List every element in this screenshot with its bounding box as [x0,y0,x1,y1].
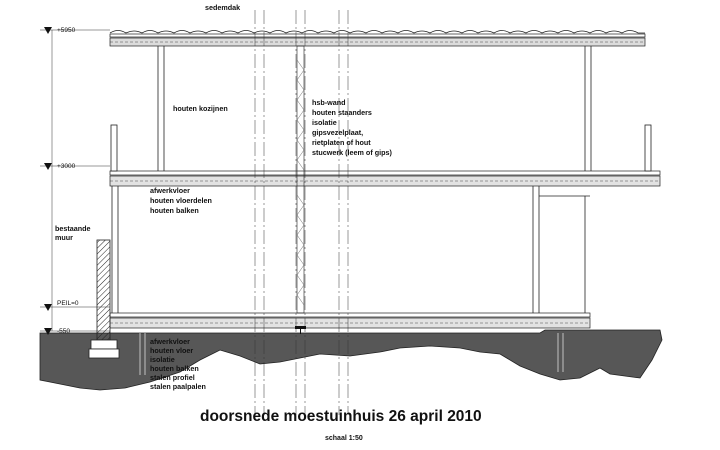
label-roof: sedemdak [205,3,241,12]
level-mid: +3000 [57,163,76,170]
wall-build-up-line: stucwerk (leem of gips) [312,148,392,157]
wall-build-up-line: hsb-wand [312,98,346,107]
wall-build-up-line: gipsvezelplaat, [312,128,364,137]
level-markers [44,27,52,335]
first-floor-slab [110,171,660,186]
drawing-title: doorsnede moestuinhuis 26 april 2010 [200,408,482,425]
level-foundation: -550 [57,328,71,335]
existing-wall [89,240,119,358]
wall-build-up-line: houten staanders [312,108,372,117]
ground-floor-line: afwerkvloer [150,337,190,346]
ground-mass [40,330,662,390]
ground-floor-line: isolatie [150,355,175,364]
label-first-floor [150,186,214,215]
drawing-scale: schaal 1:50 [325,435,363,442]
label-existing-wall [55,224,93,242]
existing-wall-line: bestaande [55,224,91,233]
ground-floor-slab [110,313,590,328]
first-floor-line: houten balken [150,206,199,215]
existing-wall-line: muur [55,233,73,242]
ground-floor-line: houten vloer [150,346,194,355]
label-wall-build-up [312,98,392,157]
ground-floor-line: stalen profiel [150,373,195,382]
wall-build-up-line: rietplaten of hout [312,138,371,147]
ground-floor-line: houten balken [150,364,199,373]
roof-vegetation [110,31,645,34]
wall-build-up-line: isolatie [312,118,337,127]
ground-floor-line: stalen paalpalen [150,382,206,391]
level-roof: +5950 [57,27,76,34]
level-ground: PEIL=0 [57,300,79,307]
first-floor-line: houten vloerdelen [150,196,212,205]
hsb-wall [295,46,306,334]
label-window-frames: houten kozijnen [173,104,228,113]
first-floor-line: afwerkvloer [150,186,190,195]
roof [110,31,645,47]
